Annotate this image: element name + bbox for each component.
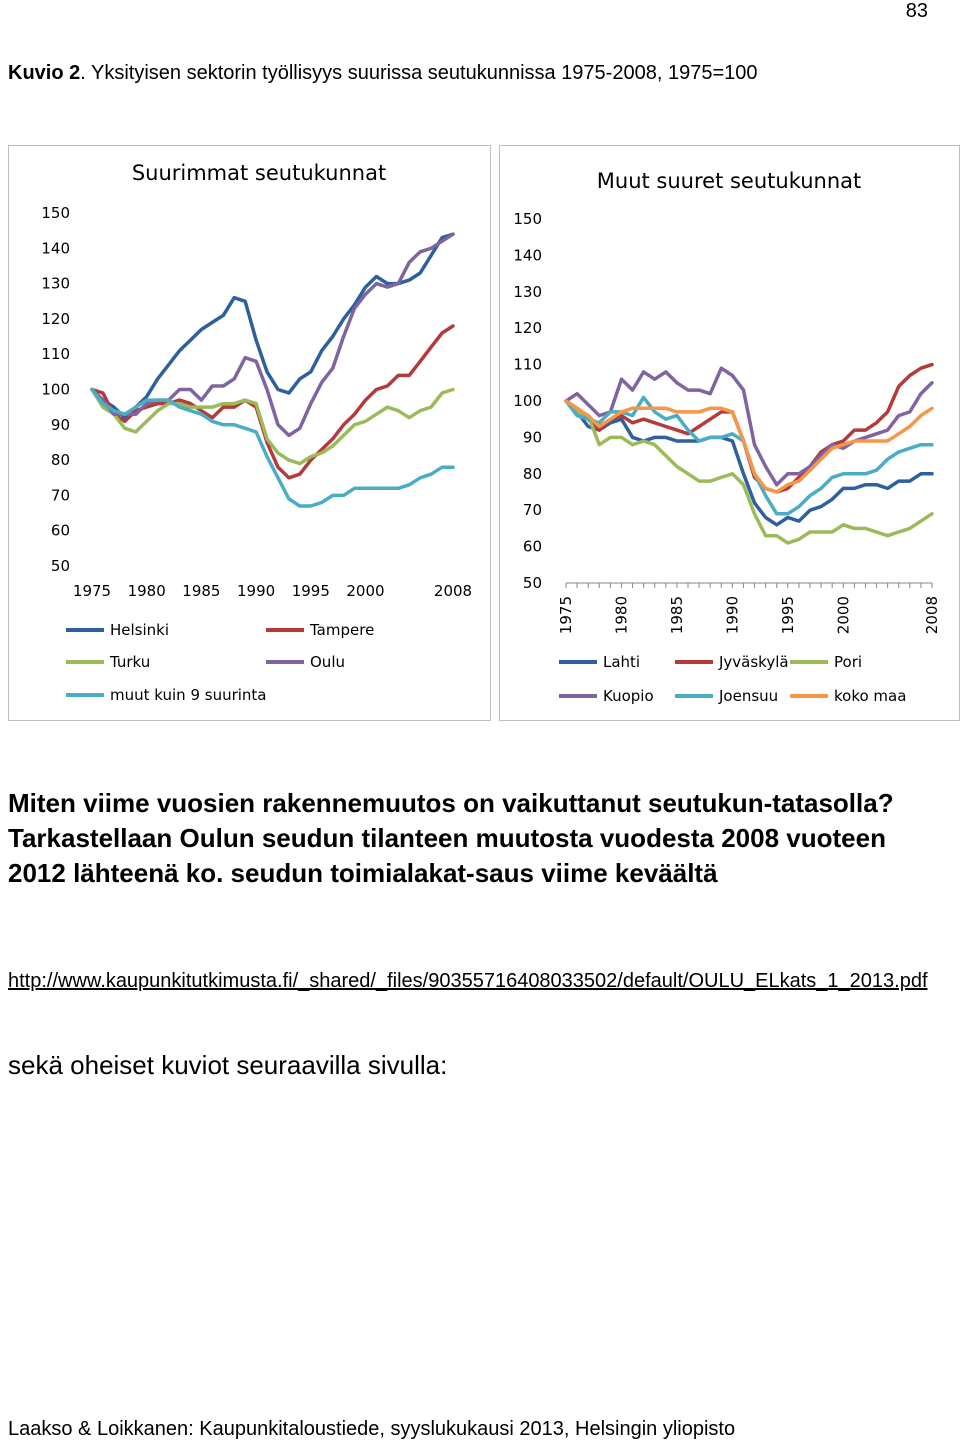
- right-chart-ytick: 60: [522, 537, 542, 556]
- right-chart-legend-label: Kuopio: [603, 687, 654, 705]
- right-chart-ytick: 130: [513, 282, 542, 301]
- right-chart-ytick: 80: [522, 464, 542, 483]
- left-chart-xtick: 1985: [182, 582, 221, 600]
- right-chart-legend-label: Joensuu: [719, 687, 779, 705]
- source-link[interactable]: http://www.kaupunkitutkimusta.fi/_shared/_files/90355716408033502/default/OULU_ELkats_1_2013.pdf: [8, 970, 928, 992]
- right-chart-xtick: 2000: [834, 596, 853, 635]
- left-chart-ytick: 70: [50, 486, 70, 505]
- left-chart-legend-label: Tampere: [310, 621, 375, 639]
- right-chart-xtick: 1980: [612, 596, 631, 635]
- right-chart-ytick: 110: [513, 355, 542, 374]
- left-chart-ytick: 140: [41, 239, 70, 258]
- right-chart-ytick: 100: [513, 392, 542, 410]
- right-chart-xtick: 1990: [723, 596, 742, 635]
- right-chart-legend-label: Pori: [834, 653, 863, 671]
- right-chart-ytick: 50: [522, 574, 542, 592]
- right-chart-ytick: 120: [513, 319, 542, 338]
- left-chart-series-line-1: [92, 234, 453, 418]
- right-chart-xtick: 2008: [923, 596, 941, 635]
- figure-label: Kuvio 2: [8, 62, 81, 84]
- left-chart-title: Suurimmat seutukunnat: [131, 161, 387, 185]
- left-chart-series-line-4: [92, 234, 453, 435]
- right-chart-xtick: 1985: [667, 596, 686, 635]
- right-chart-legend-label: koko maa: [834, 687, 907, 705]
- left-chart-legend-label: Turku: [110, 653, 151, 671]
- chart-left-svg: [9, 146, 490, 720]
- right-chart-ytick: 90: [522, 428, 542, 447]
- left-chart-xtick: 2000: [346, 582, 385, 600]
- body-paragraph: Miten viime vuosien rakennemuutos on vaikuttanut seutukun-tatasolla? Tarkastellaan Oulun seudun tilanteen muutosta vuodesta 2008 vuoteen 2012 lähteenä ko. seudun toimialakat-saus viime keväältä: [8, 788, 894, 888]
- left-chart-ytick: 130: [41, 274, 70, 293]
- figure-caption: [8, 62, 758, 85]
- right-chart-ytick: 140: [513, 246, 542, 265]
- left-chart-xtick: 1990: [236, 582, 276, 600]
- left-chart-legend-label: Helsinki: [110, 621, 170, 639]
- left-chart-xtick: 1975: [72, 582, 112, 600]
- continuation-text: sekä oheiset kuviot seuraavilla sivulla:: [8, 1050, 448, 1080]
- left-chart-ytick: 120: [41, 309, 70, 328]
- right-chart-legend-label: Jyväskylä: [719, 653, 789, 671]
- left-chart-xtick: 2008: [433, 582, 473, 600]
- right-chart-ytick: 70: [522, 501, 542, 520]
- page-number: 83: [905, 0, 928, 22]
- right-chart-xtick: 1975: [557, 596, 575, 635]
- right-chart-ytick: 150: [513, 210, 542, 228]
- right-chart-title: Muut suuret seutukunnat: [596, 169, 862, 193]
- chart-right-svg: [500, 146, 959, 720]
- chart-right-frame: [499, 145, 960, 721]
- left-chart-ytick: 100: [41, 380, 70, 399]
- left-chart-ytick: 90: [50, 415, 70, 434]
- page-footer: Laakso & Loikkanen: Kaupunkitaloustiede, syyslukukausi 2013, Helsingin yliopisto: [8, 1418, 736, 1440]
- left-chart-xtick: 1980: [127, 582, 166, 600]
- left-chart-ytick: 80: [50, 451, 70, 470]
- left-chart-ytick: 60: [50, 521, 70, 540]
- chart-left-frame: [8, 145, 491, 721]
- left-chart-xtick: 1995: [291, 582, 330, 600]
- figure-caption-text: . Yksityisen sektorin työllisyys suurissa seutukunnissa 1975-2008, 1975=100: [80, 62, 758, 84]
- left-chart-ytick: 110: [41, 345, 70, 364]
- left-chart-legend-label: muut kuin 9 suurinta: [110, 686, 267, 704]
- left-chart-ytick: 150: [41, 204, 70, 222]
- right-chart-legend-label: Lahti: [603, 653, 641, 671]
- right-chart-xtick: 1995: [778, 596, 797, 635]
- left-chart-ytick: 50: [50, 557, 70, 575]
- left-chart-legend-label: Oulu: [310, 653, 345, 671]
